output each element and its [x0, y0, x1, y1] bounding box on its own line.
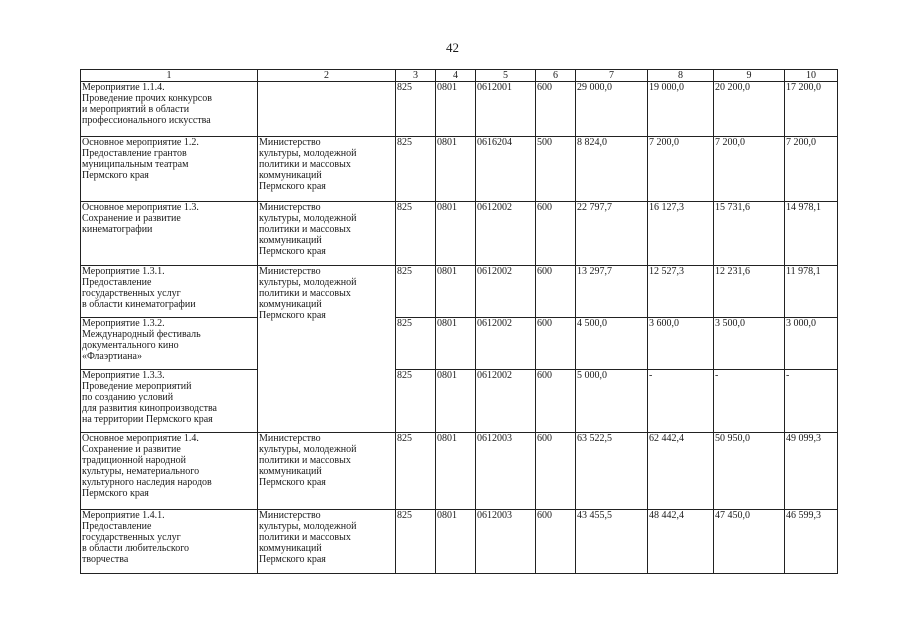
code-cell: 825 — [396, 266, 436, 318]
budget-table — [80, 69, 838, 574]
amount-cell: 20 200,0 — [714, 82, 785, 137]
code-cell: 0801 — [436, 318, 476, 370]
table-row — [81, 202, 838, 266]
amount-cell: 63 522,5 — [576, 433, 648, 510]
amount-cell: 16 127,3 — [648, 202, 714, 266]
column-header: 3 — [396, 70, 436, 82]
amount-cell: - — [648, 370, 714, 433]
code-cell: 825 — [396, 510, 436, 574]
column-header: 8 — [648, 70, 714, 82]
code-cell: 0612002 — [476, 202, 536, 266]
code-cell: 0616204 — [476, 137, 536, 202]
amount-cell: 3 600,0 — [648, 318, 714, 370]
code-cell: 0612002 — [476, 318, 536, 370]
code-cell: 0612003 — [476, 433, 536, 510]
amount-cell: 12 231,6 — [714, 266, 785, 318]
amount-cell: 62 442,4 — [648, 433, 714, 510]
table-row — [81, 370, 838, 433]
code-cell: 0801 — [436, 510, 476, 574]
program-cell: Мероприятие 1.4.1. Предоставление государственных услуг в области любительского творчества — [81, 510, 258, 574]
code-cell: 0801 — [436, 202, 476, 266]
amount-cell: 7 200,0 — [648, 137, 714, 202]
code-cell: 825 — [396, 202, 436, 266]
column-header: 10 — [785, 70, 838, 82]
executor-cell: Министерство культуры, молодежной политики и массовых коммуникаций Пермского края — [258, 510, 396, 574]
amount-cell: 47 450,0 — [714, 510, 785, 574]
amount-cell: 43 455,5 — [576, 510, 648, 574]
code-cell: 0801 — [436, 137, 476, 202]
table-row — [81, 318, 838, 370]
table-row — [81, 82, 838, 137]
table-row — [81, 433, 838, 510]
code-cell: 0801 — [436, 370, 476, 433]
code-cell: 825 — [396, 318, 436, 370]
amount-cell: 7 200,0 — [714, 137, 785, 202]
code-cell: 0612002 — [476, 266, 536, 318]
table-row — [81, 266, 838, 318]
code-cell: 0612003 — [476, 510, 536, 574]
table-row — [81, 510, 838, 574]
amount-cell: 3 000,0 — [785, 318, 838, 370]
amount-cell: 29 000,0 — [576, 82, 648, 137]
program-cell: Основное мероприятие 1.3. Сохранение и развитие кинематографии — [81, 202, 258, 266]
amount-cell: 8 824,0 — [576, 137, 648, 202]
code-cell: 0612002 — [476, 370, 536, 433]
code-cell: 600 — [536, 82, 576, 137]
column-header: 7 — [576, 70, 648, 82]
program-cell: Основное мероприятие 1.2. Предоставление грантов муниципальным театрам Пермского края — [81, 137, 258, 202]
amount-cell: - — [785, 370, 838, 433]
code-cell: 0801 — [436, 82, 476, 137]
executor-cell — [258, 82, 396, 137]
column-header: 4 — [436, 70, 476, 82]
header-row — [81, 70, 838, 82]
code-cell: 0801 — [436, 266, 476, 318]
amount-cell: 13 297,7 — [576, 266, 648, 318]
column-header: 9 — [714, 70, 785, 82]
code-cell: 825 — [396, 137, 436, 202]
column-header: 5 — [476, 70, 536, 82]
amount-cell: 15 731,6 — [714, 202, 785, 266]
amount-cell: 19 000,0 — [648, 82, 714, 137]
code-cell: 500 — [536, 137, 576, 202]
program-cell: Мероприятие 1.3.2. Международный фестиваль документального кино «Флаэртиана» — [81, 318, 258, 370]
code-cell: 600 — [536, 433, 576, 510]
amount-cell: 22 797,7 — [576, 202, 648, 266]
amount-cell: 46 599,3 — [785, 510, 838, 574]
code-cell: 600 — [536, 318, 576, 370]
amount-cell: - — [714, 370, 785, 433]
code-cell: 600 — [536, 202, 576, 266]
code-cell: 0801 — [436, 433, 476, 510]
amount-cell: 48 442,4 — [648, 510, 714, 574]
page-number: 42 — [446, 40, 459, 55]
amount-cell: 49 099,3 — [785, 433, 838, 510]
amount-cell: 4 500,0 — [576, 318, 648, 370]
executor-cell: Министерство культуры, молодежной политики и массовых коммуникаций Пермского края — [258, 433, 396, 510]
code-cell: 0612001 — [476, 82, 536, 137]
column-header: 1 — [81, 70, 258, 82]
code-cell: 600 — [536, 370, 576, 433]
amount-cell: 14 978,1 — [785, 202, 838, 266]
program-cell: Мероприятие 1.3.3. Проведение мероприятий по созданию условий для развития кинопроизводства на территории Пермского края — [81, 370, 258, 433]
amount-cell: 12 527,3 — [648, 266, 714, 318]
executor-cell: Министерство культуры, молодежной политики и массовых коммуникаций Пермского края — [258, 137, 396, 202]
column-header: 2 — [258, 70, 396, 82]
code-cell: 825 — [396, 370, 436, 433]
code-cell: 825 — [396, 433, 436, 510]
amount-cell: 50 950,0 — [714, 433, 785, 510]
amount-cell: 7 200,0 — [785, 137, 838, 202]
amount-cell: 11 978,1 — [785, 266, 838, 318]
amount-cell: 17 200,0 — [785, 82, 838, 137]
program-cell: Мероприятие 1.1.4. Проведение прочих конкурсов и мероприятий в области профессионального искусства — [81, 82, 258, 137]
program-cell: Основное мероприятие 1.4. Сохранение и развитие традиционной народной культуры, нематериального культурного наследия народов Пермского края — [81, 433, 258, 510]
amount-cell: 5 000,0 — [576, 370, 648, 433]
code-cell: 600 — [536, 510, 576, 574]
table-row — [81, 137, 838, 202]
column-header: 6 — [536, 70, 576, 82]
program-cell: Мероприятие 1.3.1. Предоставление государственных услуг в области кинематографии — [81, 266, 258, 318]
code-cell: 600 — [536, 266, 576, 318]
executor-cell: Министерство культуры, молодежной политики и массовых коммуникаций Пермского края — [258, 202, 396, 266]
executor-cell: Министерство культуры, молодежной политики и массовых коммуникаций Пермского края — [258, 266, 396, 433]
amount-cell: 3 500,0 — [714, 318, 785, 370]
code-cell: 825 — [396, 82, 436, 137]
